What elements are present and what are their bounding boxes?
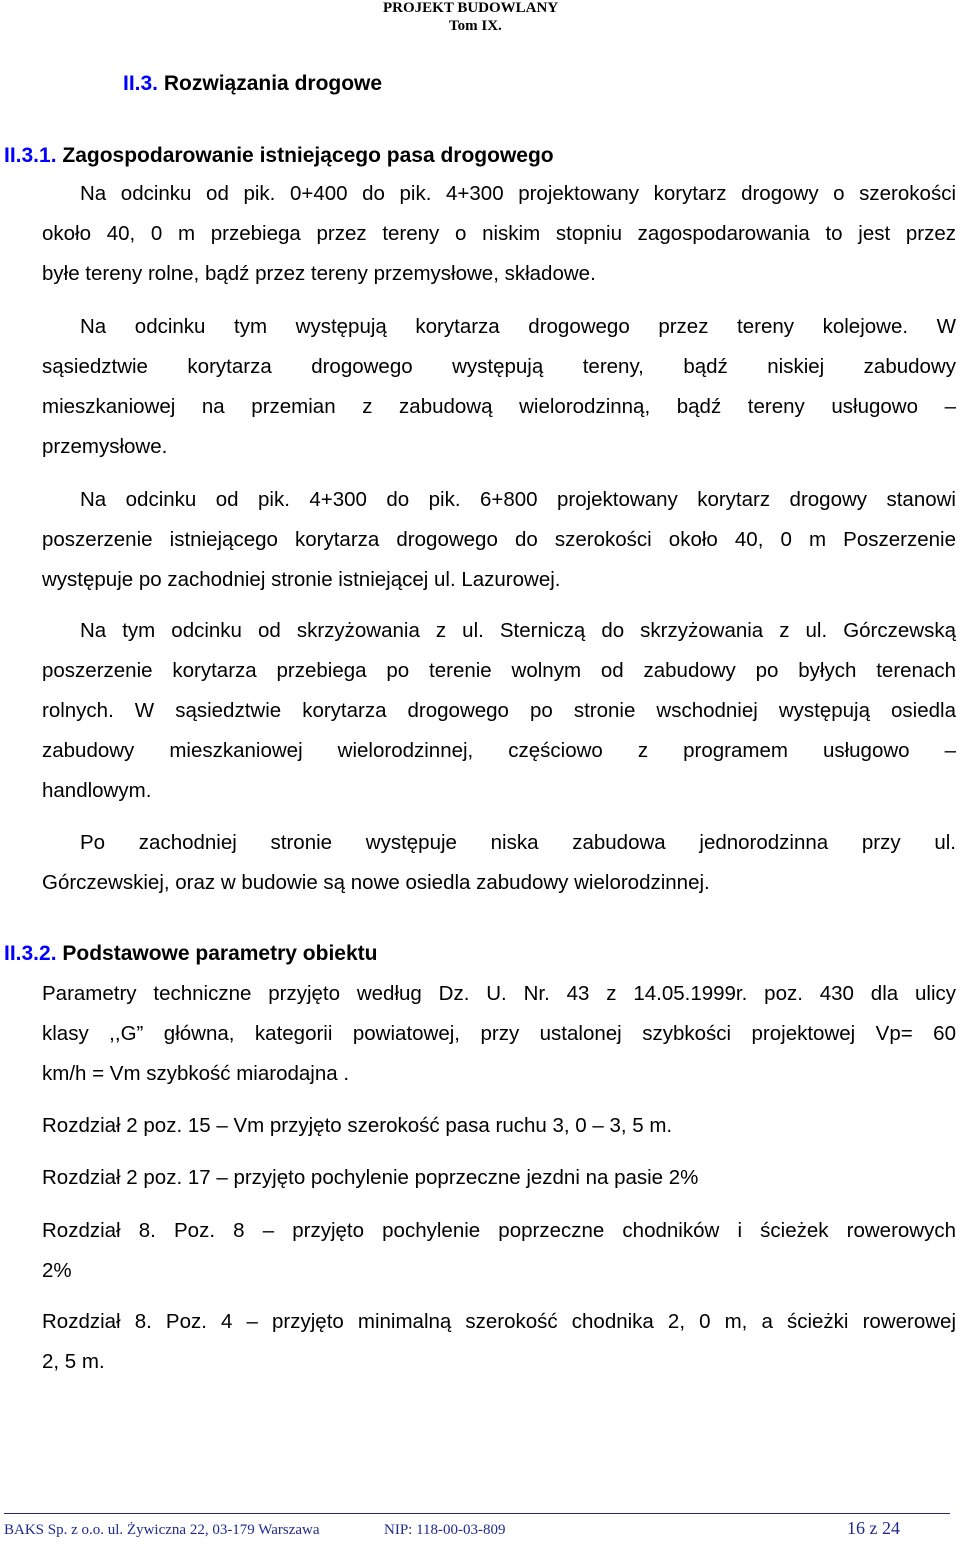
footer-divider	[4, 1513, 950, 1514]
text-line: Na tym odcinku od skrzyżowania z ul. Sterniczą do skrzyżowania z ul. Górczewską	[80, 619, 956, 642]
paragraph-1-2	[42, 307, 956, 467]
text-line: handlowym.	[42, 779, 152, 802]
text-line: przemysłowe.	[42, 435, 168, 458]
subsection-heading-1	[4, 143, 554, 169]
paragraph-2-3	[42, 1158, 956, 1198]
footer-company: BAKS Sp. z o.o. ul. Żywiczna 22, 03-179 Warszawa	[4, 1522, 320, 1538]
paragraph-1-3	[42, 480, 956, 600]
text-line: byłe tereny rolne, bądź przez tereny przemysłowe, składowe.	[42, 262, 596, 285]
text-line: Po zachodniej stronie występuje niska zabudowa jednorodzinna przy ul.	[80, 831, 956, 854]
paragraph-2-4	[42, 1211, 956, 1291]
subsection-title-2: Podstawowe parametry obiektu	[62, 942, 378, 965]
subsection-number-1: II.3.1.	[4, 144, 57, 167]
footer-nip: NIP: 118-00-03-809	[384, 1522, 506, 1538]
text-line: 2%	[42, 1259, 72, 1282]
subsection-number-2: II.3.2.	[4, 942, 57, 965]
text-line: Na odcinku od pik. 4+300 do pik. 6+800 projektowany korytarz drogowy stanowi	[80, 488, 956, 511]
text-line: sąsiedztwie korytarza drogowego występują tereny, bądź niskiej zabudowy	[42, 355, 956, 378]
project-title: PROJEKT BUDOWLANY	[383, 0, 559, 16]
text-line: około 40, 0 m przebiega przez tereny o niskim stopniu zagospodarowania to jest przez	[42, 222, 956, 245]
text-line: mieszkaniowej na przemian z zabudową wielorodzinną, bądź tereny usługowo –	[42, 395, 956, 418]
paragraph-1-5	[42, 823, 956, 903]
text-line: Parametry techniczne przyjęto według Dz. U. Nr. 43 z 14.05.1999r. poz. 430 dla ulicy	[42, 982, 956, 1005]
text-line: zabudowy mieszkaniowej wielorodzinnej, częściowo z programem usługowo –	[42, 739, 956, 762]
text-line: poszerzenie korytarza przebiega po terenie wolnym od zabudowy po byłych terenach	[42, 659, 956, 682]
paragraph-2-2	[42, 1106, 956, 1146]
text-line: Na odcinku od pik. 0+400 do pik. 4+300 projektowany korytarz drogowy o szerokości	[80, 182, 956, 205]
section-heading	[123, 71, 382, 97]
subsection-heading-2	[4, 941, 377, 967]
text-line: występuje po zachodniej stronie istniejącej ul. Lazurowej.	[42, 568, 561, 591]
text-line: 2, 5 m.	[42, 1350, 105, 1373]
volume-label: Tom IX.	[449, 18, 502, 34]
text-line: Na odcinku tym występują korytarza drogowego przez tereny kolejowe. W	[80, 315, 956, 338]
text-line: km/h = Vm szybkość miarodajna .	[42, 1062, 350, 1085]
page-footer	[0, 1520, 960, 1544]
text-line: poszerzenie istniejącego korytarza drogowego do szerokości około 40, 0 m Poszerzenie	[42, 528, 956, 551]
text-line: Rozdział 8. Poz. 8 – przyjęto pochylenie poprzeczne chodników i ścieżek rowerowych	[42, 1219, 956, 1242]
text-line: Górczewskiej, oraz w budowie są nowe osiedla zabudowy wielorodzinnej.	[42, 871, 710, 894]
text-line: Rozdział 8. Poz. 4 – przyjęto minimalną szerokość chodnika 2, 0 m, a ścieżki rowerowej	[42, 1310, 956, 1333]
section-number: II.3.	[123, 72, 159, 95]
text-line: Rozdział 2 poz. 15 – Vm przyjęto szerokość pasa ruchu 3, 0 – 3, 5 m.	[42, 1114, 673, 1137]
paragraph-1-4	[42, 611, 956, 811]
text-line: Rozdział 2 poz. 17 – przyjęto pochylenie poprzeczne jezdni na pasie 2%	[42, 1166, 699, 1189]
subsection-title-1: Zagospodarowanie istniejącego pasa drogowego	[62, 144, 554, 167]
paragraph-1-1	[42, 174, 956, 294]
section-title: Rozwiązania drogowe	[163, 72, 383, 95]
text-line: rolnych. W sąsiedztwie korytarza drogowego po stronie wschodniej występują osiedla	[42, 699, 956, 722]
text-line: klasy ,,G” główna, kategorii powiatowej, przy ustalonej szybkości projektowej Vp= 60	[42, 1022, 956, 1045]
page-number: 16 z 24	[847, 1518, 900, 1538]
paragraph-2-5	[42, 1302, 956, 1382]
paragraph-2-1	[42, 974, 956, 1094]
